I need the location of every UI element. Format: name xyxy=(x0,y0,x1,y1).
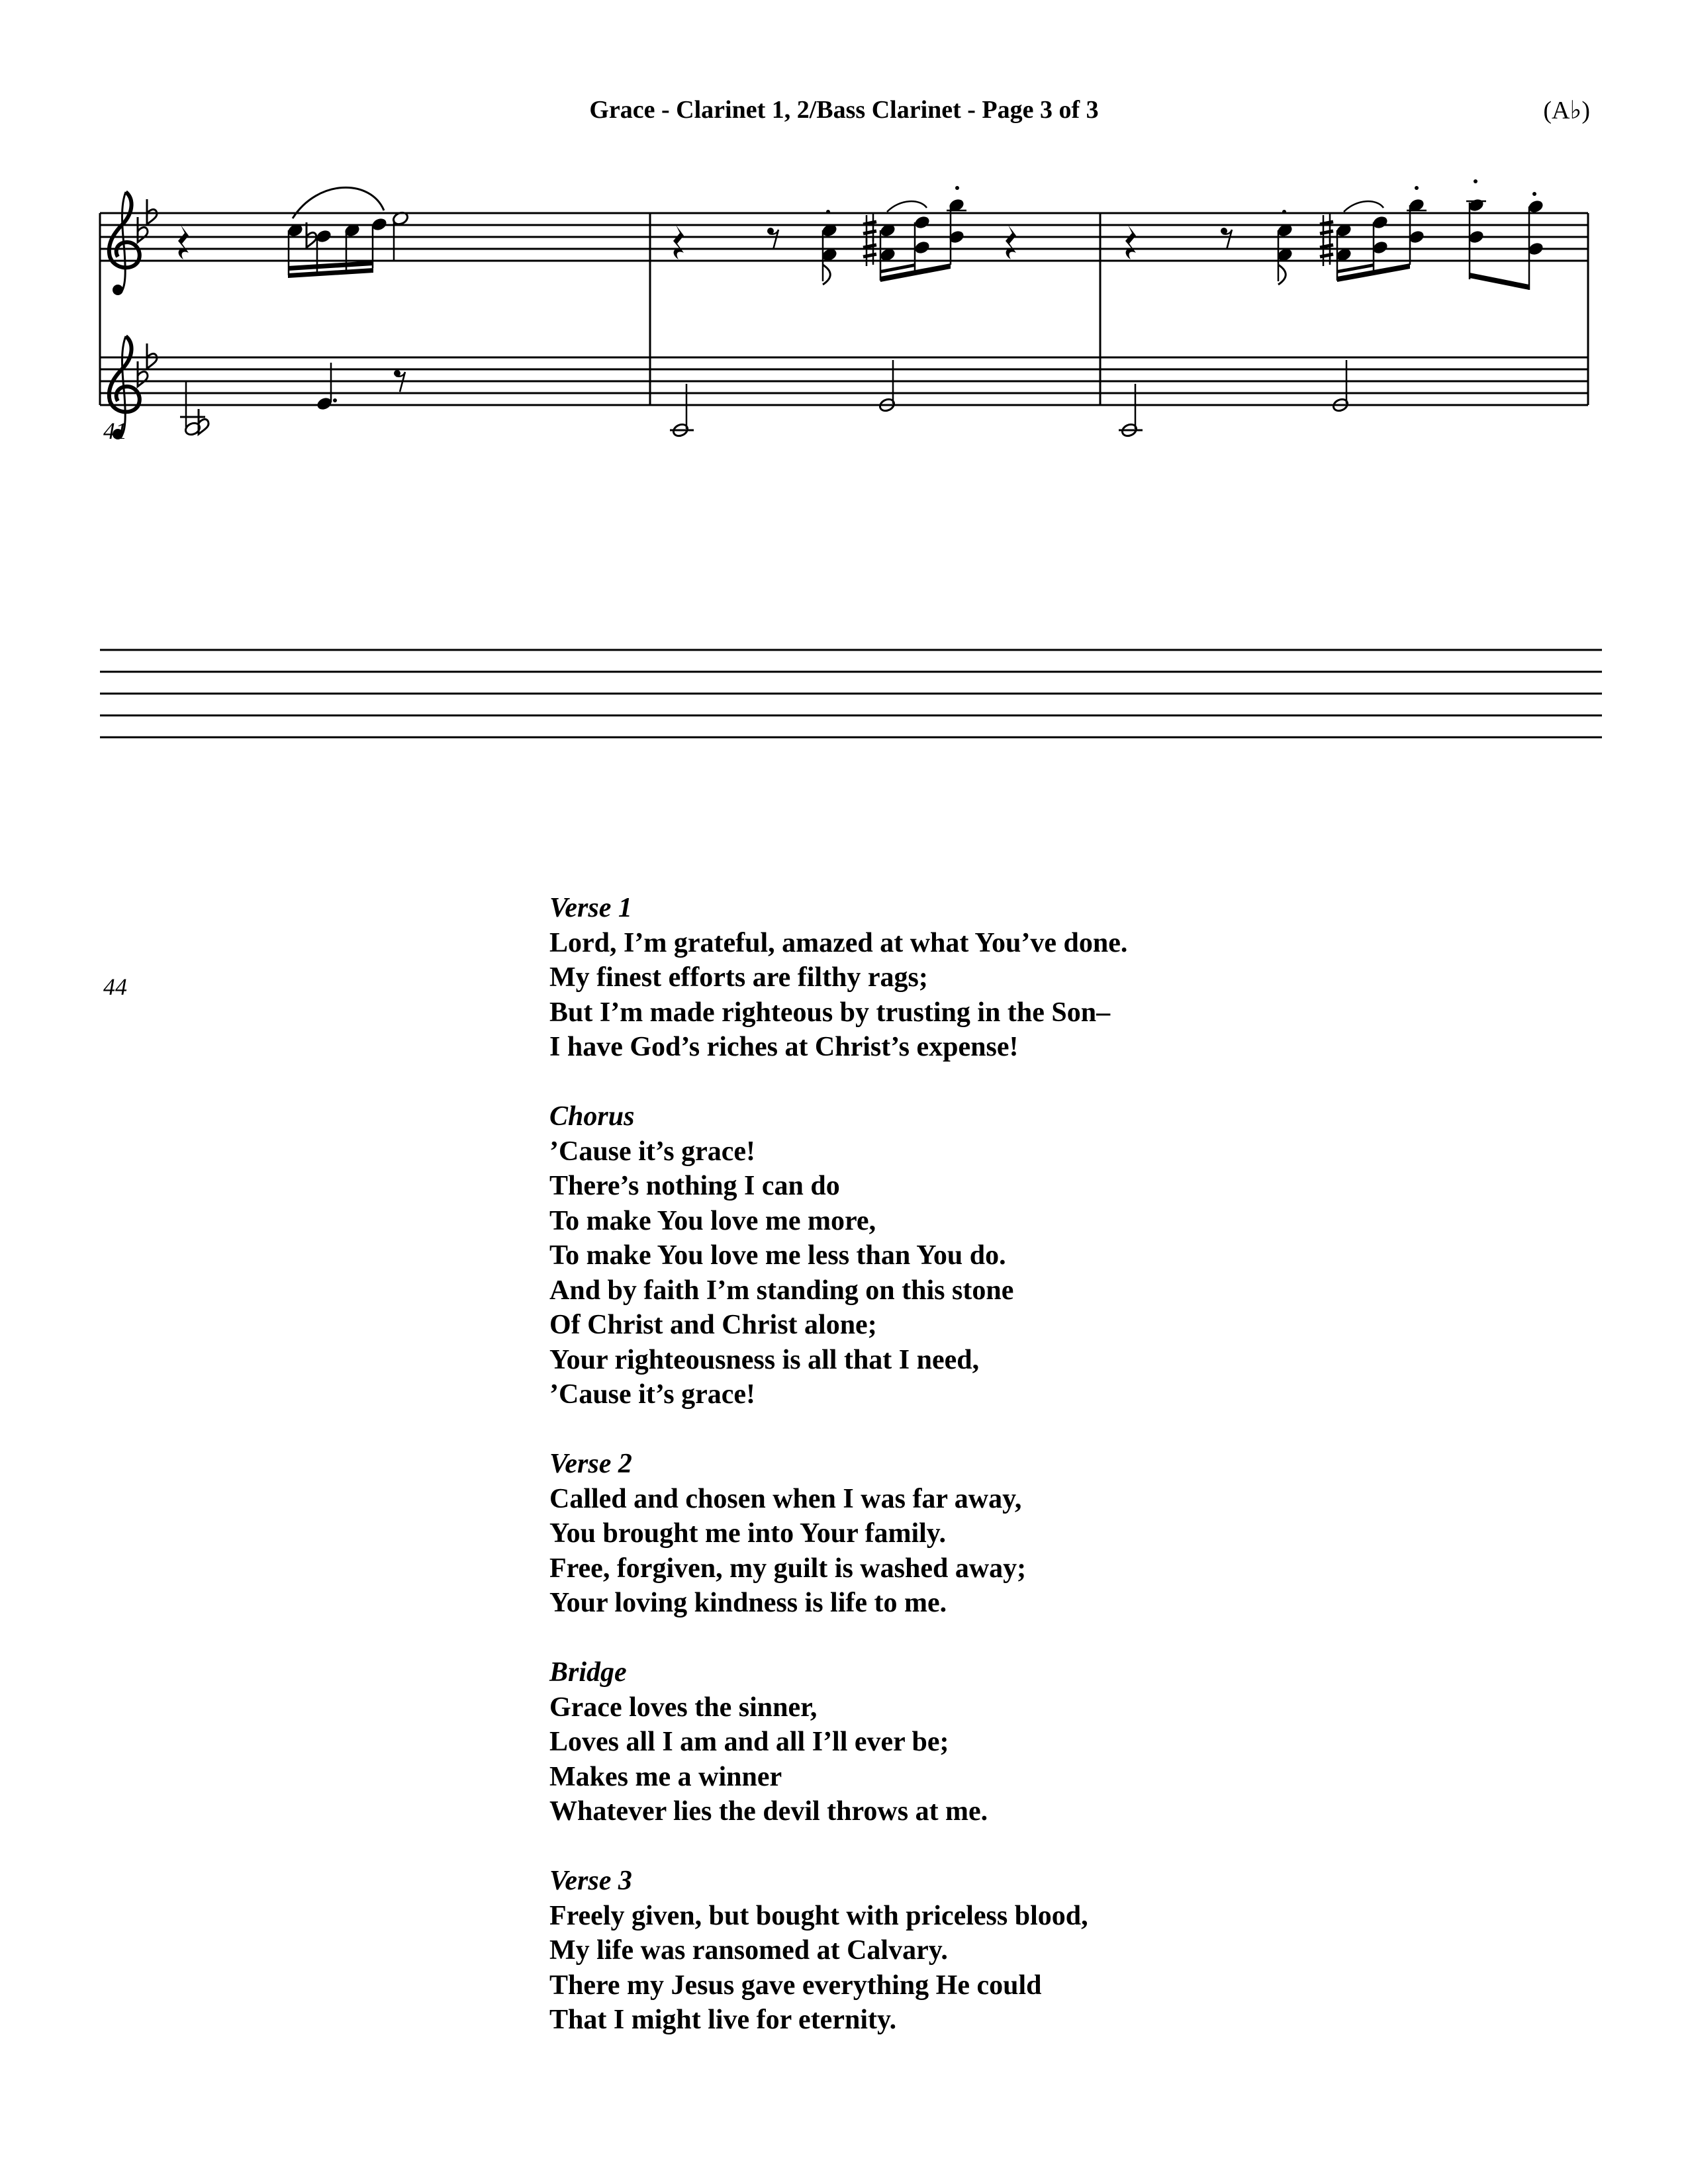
measure-number-41: 41 xyxy=(103,418,127,444)
lyric-line: Freely given, but bought with priceless blood, xyxy=(549,1900,1088,1931)
lyric-line: But I’m made righteous by trusting in the Son– xyxy=(549,997,1111,1028)
lyrics-block xyxy=(549,891,1127,2072)
lyric-line: My life was ransomed at Calvary. xyxy=(549,1935,948,1966)
lyric-line: I have God’s riches at Christ’s expense! xyxy=(549,1032,1019,1062)
section-label: Verse 2 xyxy=(549,1449,632,1479)
lyric-line: Your loving kindness is life to me. xyxy=(549,1588,947,1618)
section-label: Bridge xyxy=(549,1657,627,1688)
lyrics-section-verse-2 xyxy=(549,1447,1127,1621)
lyric-line: ’Cause it’s grace! xyxy=(549,1379,756,1410)
page-title-text: Grace - Clarinet 1, 2/Bass Clarinet - Page 3 of 3 xyxy=(589,96,1099,124)
lyric-line: And by faith I’m standing on this stone xyxy=(549,1275,1014,1306)
lyrics-section-verse-3 xyxy=(549,1864,1127,2038)
lyric-line: That I might live for eternity. xyxy=(549,2005,897,2035)
measure-number-44: 44 xyxy=(103,974,127,1000)
lyrics-section-bridge xyxy=(549,1655,1127,1829)
lyric-line: You brought me into Your family. xyxy=(549,1518,946,1549)
section-label: Verse 1 xyxy=(549,893,632,923)
lyric-line: There my Jesus gave everything He could xyxy=(549,1970,1042,2001)
lyric-line: Your righteousness is all that I need, xyxy=(549,1344,980,1375)
section-label: Chorus xyxy=(549,1101,635,1132)
section-label: Verse 3 xyxy=(549,1866,632,1896)
lyric-line: Loves all I am and all I’ll ever be; xyxy=(549,1727,949,1757)
lyrics-section-verse-1 xyxy=(549,891,1127,1065)
lyric-line: Free, forgiven, my guilt is washed away; xyxy=(549,1553,1027,1584)
lyric-line: There’s nothing I can do xyxy=(549,1171,840,1201)
lyric-line: Of Christ and Christ alone; xyxy=(549,1310,877,1340)
lyric-line: My finest efforts are filthy rags; xyxy=(549,962,928,993)
lyric-line: Called and chosen when I was far away, xyxy=(549,1483,1022,1514)
lyric-line: Whatever lies the devil throws at me. xyxy=(549,1796,988,1827)
key-indicator: (A♭) xyxy=(1543,97,1590,124)
lyric-line: Makes me a winner xyxy=(549,1761,782,1792)
lyric-line: Lord, I’m grateful, amazed at what You’ve done. xyxy=(549,927,1128,958)
lyric-line: ’Cause it’s grace! xyxy=(549,1136,756,1167)
lyric-line: To make You love me less than You do. xyxy=(549,1240,1006,1271)
lyric-line: To make You love me more, xyxy=(549,1205,876,1236)
lyrics-section-chorus xyxy=(549,1099,1127,1412)
lyric-line: Grace loves the sinner, xyxy=(549,1692,818,1723)
